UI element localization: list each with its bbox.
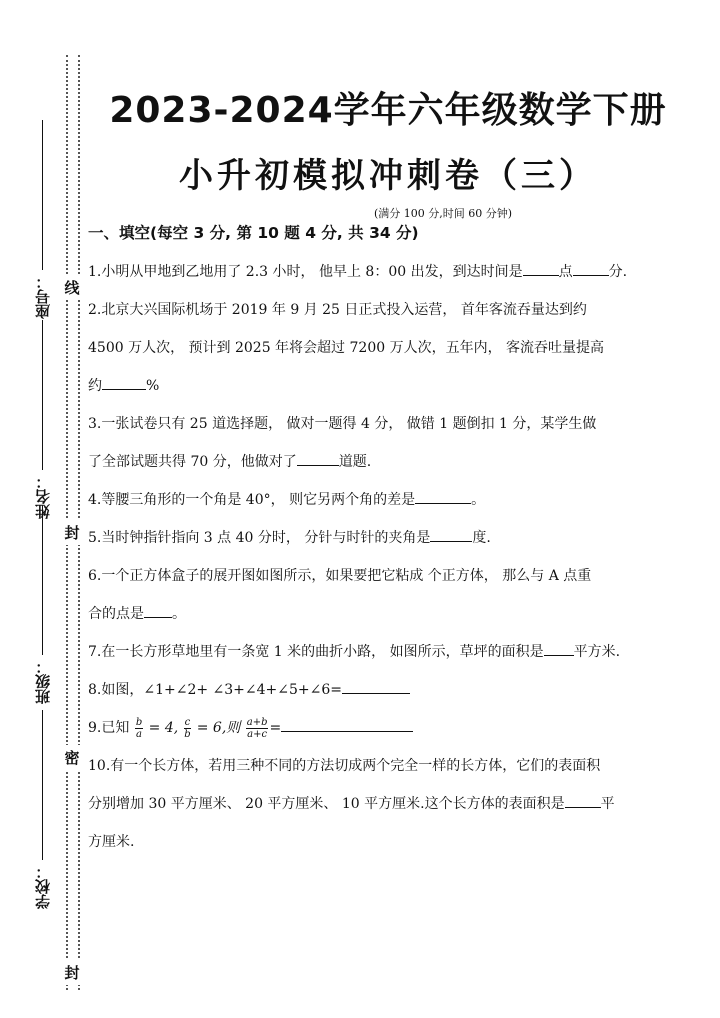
answer-blank-5[interactable] <box>430 527 472 542</box>
class-field[interactable] <box>32 505 53 704</box>
binding-margin <box>0 0 90 1018</box>
exam-note: (满分 100 分,时间 60 分钟) <box>373 207 513 220</box>
fraction-c-over-b: $\frac{c}{b}$ <box>184 716 191 740</box>
class-label: 班级： <box>34 659 52 704</box>
class-blank[interactable] <box>42 505 43 655</box>
question-2: 2.北京大兴国际机场于 2019 年 9 月 25 日正式投入运营， 首年客流吞量达到约 4500 万人次， 预计到 2025 年将会超过 7200 万人次，五年内， 客流吞吐量提高 约 % <box>88 302 605 394</box>
answer-blank-1b[interactable] <box>573 261 609 276</box>
answer-blank-3[interactable] <box>297 451 339 466</box>
seat-number-label: 座号： <box>34 274 52 319</box>
question-8: 8.如图，∠1+∠2+ ∠3+∠4+∠5+∠6= <box>88 671 688 709</box>
name-field[interactable] <box>32 320 53 519</box>
question-4: 4.等腰三角形的一个角是 40°， 则它另两个角的差是 。 <box>88 481 688 519</box>
seat-number-field[interactable] <box>32 120 53 319</box>
seat-number-blank[interactable] <box>42 120 43 270</box>
exam-subtitle: 小升初模拟冲刺卷（三） <box>179 156 597 196</box>
question-7: 7.在一长方形草地里有一条宽 1 米的曲折小路， 如图所示，草坪的面积是 平方米. <box>88 633 688 671</box>
answer-blank-9[interactable] <box>281 717 413 732</box>
exam-page <box>88 85 688 861</box>
question-3: 3.一张试卷只有 25 道选择题， 做对一题得 4 分， 做错 1 题倒扣 1 分，某学生做 了全部试题共得 70 分，他做对了 道题. <box>88 416 597 470</box>
exam-title: 2023-2024学年六年级数学下册 <box>109 90 667 131</box>
section-fill-in-blank-heading: 一、填空(每空 3 分, 第 10 题 4 分, 共 34 分) <box>88 224 419 242</box>
school-blank[interactable] <box>42 710 43 860</box>
answer-blank-4[interactable] <box>415 489 471 504</box>
answer-blank-8[interactable] <box>342 679 410 694</box>
question-6: 6.一个正方体盒子的展开图如图所示，如果要把它粘成 个正方体， 那么与 A 点重 合的点是 。 <box>88 568 592 622</box>
question-list <box>88 253 688 861</box>
question-9: 9.已知 $\frac{b}{a}$ = 4, $\frac{c}{b}$ = 6,则 $\frac{a+b}{a+c}$ = <box>88 709 688 747</box>
question-1: 1.小明从甲地到乙地用了 2.3 小时， 他早上 8：00 出发，到达时间是 点 分. <box>88 253 688 291</box>
seal-char-line: 线 <box>63 275 81 300</box>
question-5: 5.当时钟指针指向 3 点 40 分时， 分针与时针的夹角是 度. <box>88 519 688 557</box>
answer-blank-10[interactable] <box>565 793 601 808</box>
seal-char-secret: 密 <box>63 745 81 770</box>
fraction-b-over-a: $\frac{b}{a}$ <box>135 716 143 740</box>
question-10: 10.有一个长方体，若用三种不同的方法切成两个完全一样的长方体，它们的表面积 分别增加 30 平方厘米、 20 平方厘米、 10 平方厘米.这个长方体的表面积是 平 方厘米. <box>88 758 615 850</box>
seal-char-seal: 封 <box>63 520 81 545</box>
answer-blank-1a[interactable] <box>523 261 559 276</box>
fraction-a-plus-b-over-a-plus-c: $\frac{a+b}{a+c}$ <box>246 716 268 740</box>
seal-char-seal-bottom: 封 <box>63 960 81 985</box>
school-field[interactable] <box>32 710 53 909</box>
name-blank[interactable] <box>42 320 43 470</box>
school-label: 学校： <box>34 864 52 909</box>
answer-blank-2[interactable] <box>102 375 146 390</box>
name-label: 姓名： <box>34 474 52 519</box>
answer-blank-7[interactable] <box>544 641 574 656</box>
answer-blank-6[interactable] <box>144 603 172 618</box>
